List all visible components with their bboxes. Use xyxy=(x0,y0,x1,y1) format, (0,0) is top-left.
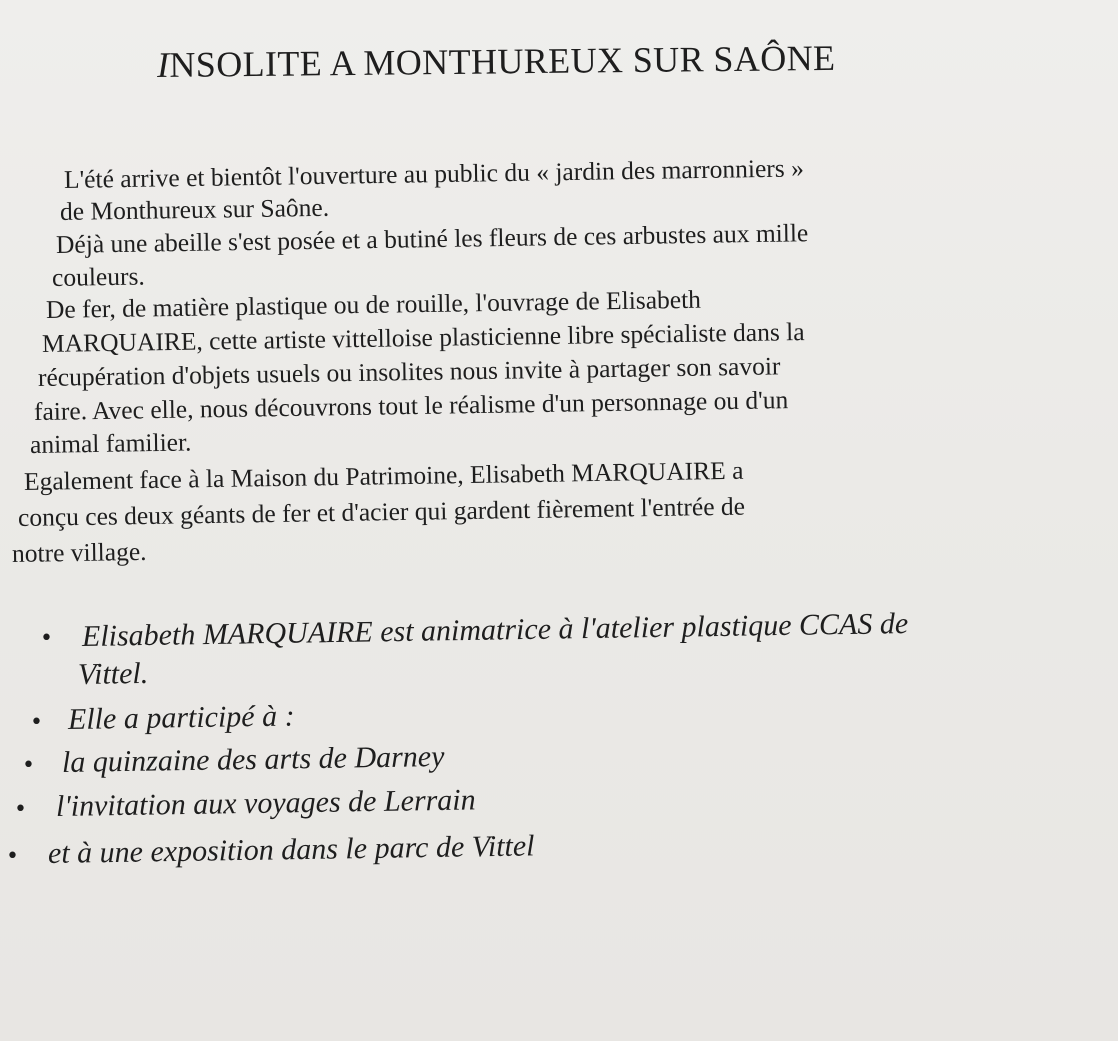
bullet-dot: • xyxy=(14,797,27,822)
paragraph-line: notre village. xyxy=(11,536,147,568)
list-item: la quinzaine des arts de Darney xyxy=(61,739,445,779)
bullet-dot: • xyxy=(30,710,43,735)
document-title xyxy=(157,35,977,86)
paragraph-line: récupération d'objets usuels ou insolites nous invite à partager son savoir xyxy=(37,351,781,392)
paragraph-line: Déjà une abeille s'est posée et a butiné les fleurs de ces arbustes aux mille xyxy=(55,218,809,259)
bullet-dot: • xyxy=(22,753,35,778)
paragraph-line: couleurs. xyxy=(51,261,145,292)
paragraph-line: MARQUAIRE, cette artiste vittelloise plasticienne libre spécialiste dans la xyxy=(41,317,805,358)
list-item: Elle a participé à : xyxy=(67,699,295,736)
list-item: Elisabeth MARQUAIRE est animatrice à l'atelier plastique CCAS de xyxy=(81,607,909,653)
bullet-dot: • xyxy=(6,844,19,869)
title-initial: I xyxy=(156,44,170,85)
list-item: et à une exposition dans le parc de Vittel xyxy=(47,829,535,870)
paragraph-line: animal familier. xyxy=(29,427,192,459)
bullet-dot: • xyxy=(40,626,53,651)
paragraph-line: De fer, de matière plastique ou de rouille, l'ouvrage de Elisabeth xyxy=(45,284,702,324)
paragraph-line: de Monthureux sur Saône. xyxy=(59,192,330,226)
title-text: NSOLITE A MONTHUREUX SUR SAÔNE xyxy=(169,37,836,85)
paragraph-line: L'été arrive et bientôt l'ouverture au public du « jardin des marronniers » xyxy=(63,153,805,194)
list-item-continuation: Vittel. xyxy=(77,656,149,691)
list-item: l'invitation aux voyages de Lerrain xyxy=(55,783,476,823)
paragraph-line: Egalement face à la Maison du Patrimoine, Elisabeth MARQUAIRE a xyxy=(23,455,744,496)
paragraph-line: faire. Avec elle, nous découvrons tout le réalisme d'un personnage ou d'un xyxy=(33,385,789,426)
paragraph-line: conçu ces deux géants de fer et d'acier qui gardent fièrement l'entrée de xyxy=(17,491,746,532)
